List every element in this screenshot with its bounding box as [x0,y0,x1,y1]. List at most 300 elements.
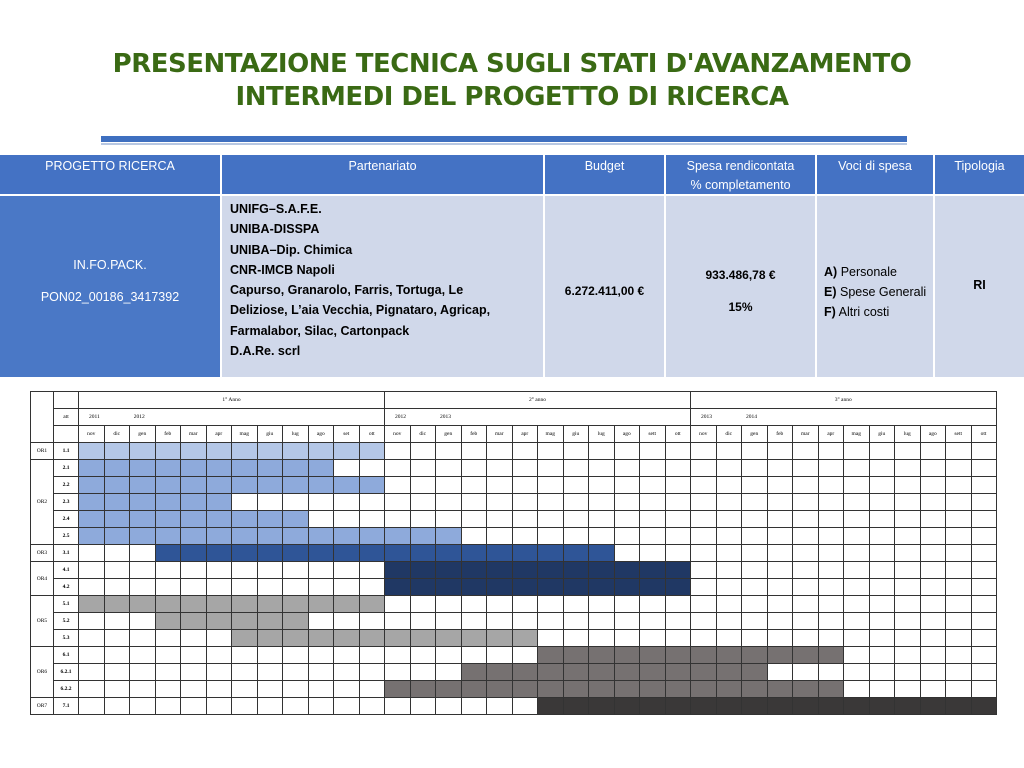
gantt-empty-cell [487,596,513,613]
gantt-empty-cell [895,511,921,528]
gantt-empty-cell [665,460,691,477]
gantt-empty-cell [793,630,819,647]
gantt-empty-cell [308,681,334,698]
gantt-bar-cell [283,460,309,477]
header-spesa [666,155,817,194]
gantt-bar-cell [563,562,589,579]
gantt-empty-cell [818,613,844,630]
gantt-bar-cell [410,528,436,545]
gantt-empty-cell [869,579,895,596]
gantt-empty-cell [971,460,996,477]
gantt-bar-cell [155,494,181,511]
gantt-empty-cell [818,460,844,477]
gantt-bar-cell [206,528,232,545]
gantt-bar-cell [385,630,411,647]
gantt-bar-cell [589,664,615,681]
gantt-bar-cell [665,698,691,715]
gantt-empty-cell [130,664,156,681]
gantt-empty-cell [487,613,513,630]
gantt-bar-cell [155,460,181,477]
gantt-empty-cell [487,511,513,528]
gantt-calendar-year: 2011 [89,414,100,420]
gantt-empty-cell [767,562,793,579]
gantt-empty-cell [283,562,309,579]
partner-line: Farmalabor, Silac, Cartonpack [230,323,410,338]
gantt-empty-cell [818,494,844,511]
gantt-empty-cell [818,630,844,647]
gantt-activity-row [31,460,997,477]
gantt-month-label: sett [640,426,666,443]
gantt-empty-cell [283,698,309,715]
gantt-empty-cell [946,681,972,698]
gantt-empty-cell [767,494,793,511]
gantt-empty-cell [359,664,385,681]
gantt-bar-cell [844,698,870,715]
gantt-bar-cell [257,528,283,545]
gantt-empty-cell [920,460,946,477]
gantt-empty-cell [844,545,870,562]
gantt-month-label: lug [589,426,615,443]
gantt-month-label: gen [436,426,462,443]
gantt-empty-cell [512,596,538,613]
gantt-empty-cell [767,630,793,647]
gantt-empty-cell [742,613,768,630]
gantt-bar-cell [104,528,130,545]
gantt-bar-cell [104,494,130,511]
gantt-bar-cell [640,681,666,698]
gantt-empty-cell [640,545,666,562]
gantt-bar-cell [385,579,411,596]
header-progetto: PROGETTO RICERCA [0,155,222,194]
gantt-empty-cell [742,477,768,494]
gantt-calendar-years [385,409,691,426]
gantt-empty-cell [436,460,462,477]
gantt-bar-cell [487,664,513,681]
gantt-bar-cell [257,477,283,494]
gantt-bar-cell [359,477,385,494]
gantt-empty-cell [206,664,232,681]
partner-line: Capurso, Granarolo, Farris, Tortuga, Le [230,283,464,298]
gantt-empty-cell [461,596,487,613]
voce-f [824,302,933,322]
gantt-empty-cell [767,579,793,596]
gantt-empty-cell [359,579,385,596]
gantt-empty-cell [334,698,360,715]
gantt-bar-cell [206,460,232,477]
gantt-empty-cell [155,647,181,664]
gantt-bar-cell [334,443,360,460]
gantt-empty-cell [206,647,232,664]
gantt-empty-cell [818,562,844,579]
gantt-empty-cell [895,630,921,647]
gantt-empty-cell [614,545,640,562]
gantt-header-calendar [31,409,997,426]
gantt-empty-cell [742,545,768,562]
gantt-month-label: ott [665,426,691,443]
gantt-empty-cell [895,494,921,511]
gantt-empty-cell [206,562,232,579]
gantt-activity-row [31,579,997,596]
gantt-bar-cell [334,545,360,562]
gantt-month-label: giu [869,426,895,443]
gantt-activity-code: 7.1 [54,698,79,715]
gantt-empty-cell [436,664,462,681]
gantt-month-label: lug [283,426,309,443]
gantt-empty-cell [665,613,691,630]
gantt-activity-code: 5.3 [54,630,79,647]
gantt-calendar-year: 2013 [440,414,451,420]
gantt-empty-cell [818,443,844,460]
gantt-empty-cell [767,460,793,477]
gantt-empty-cell [844,664,870,681]
gantt-bar-cell [181,545,207,562]
gantt-bar-cell [79,443,105,460]
gantt-month-label: dic [410,426,436,443]
gantt-bar-cell [385,681,411,698]
partner-line: D.A.Re. scrl [230,344,301,359]
gantt-empty-cell [869,528,895,545]
gantt-bar-cell [436,630,462,647]
gantt-empty-cell [181,664,207,681]
gantt-empty-cell [257,681,283,698]
gantt-month-label: feb [461,426,487,443]
gantt-activity-code: 5.1 [54,596,79,613]
gantt-empty-cell [563,630,589,647]
gantt-month-label: sett [946,426,972,443]
gantt-empty-cell [334,579,360,596]
gantt-corner-cell [54,392,79,409]
gantt-empty-cell [895,579,921,596]
gantt-bar-cell [436,681,462,698]
gantt-empty-cell [844,477,870,494]
gantt-empty-cell [589,477,615,494]
voce-label: Spese Generali [839,285,927,299]
gantt-bar-cell [818,681,844,698]
project-info-table [0,155,1024,377]
gantt-bar-cell [767,698,793,715]
gantt-empty-cell [257,647,283,664]
gantt-empty-cell [334,460,360,477]
gantt-activity-code: 6.2.2 [54,681,79,698]
gantt-empty-cell [742,443,768,460]
gantt-empty-cell [946,579,972,596]
gantt-empty-cell [410,443,436,460]
gantt-bar-cell [563,647,589,664]
gantt-empty-cell [104,545,130,562]
gantt-empty-cell [614,477,640,494]
gantt-empty-cell [920,579,946,596]
gantt-empty-cell [971,545,996,562]
voce-code: E) [824,285,837,299]
gantt-empty-cell [512,698,538,715]
gantt-empty-cell [155,630,181,647]
gantt-bar-cell [487,579,513,596]
gantt-empty-cell [155,579,181,596]
title-divider-shadow [101,143,907,145]
gantt-empty-cell [665,477,691,494]
gantt-month-label: set [334,426,360,443]
gantt-bar-cell [232,443,258,460]
gantt-bar-cell [742,698,768,715]
gantt-bar-cell [793,681,819,698]
gantt-empty-cell [946,443,972,460]
gantt-bar-cell [563,545,589,562]
gantt-empty-cell [385,460,411,477]
gantt-empty-cell [538,630,564,647]
gantt-empty-cell [563,494,589,511]
gantt-bar-cell [155,613,181,630]
gantt-empty-cell [512,647,538,664]
gantt-year-label: 2° anno [385,392,691,409]
gantt-bar-cell [640,698,666,715]
gantt-empty-cell [359,511,385,528]
gantt-empty-cell [563,596,589,613]
gantt-empty-cell [487,494,513,511]
gantt-empty-cell [920,511,946,528]
gantt-bar-cell [691,681,717,698]
gantt-empty-cell [971,630,996,647]
gantt-bar-cell [232,528,258,545]
gantt-calendar-year: 2012 [395,414,406,420]
gantt-bar-cell [614,698,640,715]
gantt-empty-cell [844,613,870,630]
gantt-bar-cell [308,545,334,562]
gantt-bar-cell [334,477,360,494]
gantt-empty-cell [283,664,309,681]
gantt-empty-cell [283,579,309,596]
gantt-bar-cell [232,613,258,630]
gantt-month-label: ago [614,426,640,443]
gantt-empty-cell [308,698,334,715]
gantt-empty-cell [869,477,895,494]
gantt-bar-cell [410,630,436,647]
gantt-empty-cell [920,477,946,494]
gantt-year-label: 3° anno [691,392,997,409]
gantt-empty-cell [716,630,742,647]
gantt-empty-cell [920,664,946,681]
gantt-bar-cell [155,545,181,562]
gantt-empty-cell [410,664,436,681]
gantt-bar-cell [563,681,589,698]
gantt-empty-cell [589,596,615,613]
gantt-bar-cell [308,477,334,494]
gantt-bar-cell [206,477,232,494]
gantt-empty-cell [793,494,819,511]
gantt-empty-cell [742,630,768,647]
gantt-empty-cell [130,698,156,715]
gantt-empty-cell [487,528,513,545]
gantt-empty-cell [971,528,996,545]
gantt-bar-cell [232,477,258,494]
gantt-empty-cell [691,613,717,630]
gantt-bar-cell [104,477,130,494]
gantt-empty-cell [104,579,130,596]
gantt-empty-cell [206,630,232,647]
gantt-empty-cell [895,460,921,477]
gantt-empty-cell [920,528,946,545]
gantt-empty-cell [79,579,105,596]
gantt-activity-code: 6.1 [54,647,79,664]
gantt-empty-cell [130,545,156,562]
gantt-month-label: dic [716,426,742,443]
gantt-empty-cell [691,579,717,596]
gantt-empty-cell [895,477,921,494]
gantt-month-label: giu [563,426,589,443]
gantt-empty-cell [104,664,130,681]
gantt-bar-cell [665,579,691,596]
gantt-empty-cell [385,596,411,613]
gantt-empty-cell [691,630,717,647]
gantt-empty-cell [920,647,946,664]
gantt-empty-cell [971,511,996,528]
gantt-empty-cell [436,647,462,664]
gantt-bar-cell [793,698,819,715]
gantt-empty-cell [79,664,105,681]
gantt-month-label: dic [104,426,130,443]
gantt-empty-cell [614,511,640,528]
gantt-bar-cell [742,681,768,698]
gantt-empty-cell [385,511,411,528]
gantt-empty-cell [818,528,844,545]
gantt-empty-cell [206,579,232,596]
gantt-empty-cell [640,443,666,460]
gantt-empty-cell [181,630,207,647]
gantt-empty-cell [869,460,895,477]
gantt-bar-cell [359,545,385,562]
gantt-bar-cell [232,511,258,528]
gantt-empty-cell [359,698,385,715]
gantt-activity-row [31,545,997,562]
gantt-empty-cell [512,528,538,545]
gantt-bar-cell [512,545,538,562]
gantt-empty-cell [920,681,946,698]
gantt-empty-cell [895,664,921,681]
gantt-bar-cell [461,545,487,562]
gantt-month-label: ott [359,426,385,443]
gantt-empty-cell [920,613,946,630]
gantt-empty-cell [79,698,105,715]
gantt-empty-cell [793,613,819,630]
page-title [0,48,1024,114]
gantt-bar-cell [308,596,334,613]
gantt-empty-cell [818,664,844,681]
gantt-bar-cell [283,477,309,494]
project-name: IN.FO.PACK. [73,258,147,272]
gantt-empty-cell [308,647,334,664]
gantt-month-label: feb [155,426,181,443]
gantt-empty-cell [691,596,717,613]
gantt-empty-cell [844,596,870,613]
gantt-empty-cell [716,443,742,460]
gantt-empty-cell [359,460,385,477]
gantt-empty-cell [181,562,207,579]
gantt-empty-cell [487,460,513,477]
gantt-empty-cell [436,443,462,460]
gantt-empty-cell [487,647,513,664]
gantt-empty-cell [155,698,181,715]
gantt-empty-cell [410,494,436,511]
gantt-activity-row [31,528,997,545]
gantt-empty-cell [155,664,181,681]
gantt-empty-cell [895,528,921,545]
gantt-empty-cell [895,443,921,460]
gantt-empty-cell [232,562,258,579]
gantt-empty-cell [461,698,487,715]
gantt-empty-cell [334,562,360,579]
gantt-year-label: 1° Anno [79,392,385,409]
gantt-empty-cell [971,647,996,664]
gantt-bar-cell [767,681,793,698]
gantt-objective-code: OR1 [31,443,54,460]
gantt-empty-cell [640,494,666,511]
voce-label: Altri costi [838,305,890,319]
gantt-empty-cell [232,647,258,664]
gantt-empty-cell [640,460,666,477]
gantt-empty-cell [869,630,895,647]
gantt-bar-cell [104,596,130,613]
gantt-bar-cell [181,511,207,528]
gantt-empty-cell [461,647,487,664]
gantt-empty-cell [920,630,946,647]
gantt-empty-cell [334,613,360,630]
gantt-bar-cell [589,579,615,596]
gantt-bar-cell [79,477,105,494]
gantt-bar-cell [665,664,691,681]
gantt-bar-cell [334,528,360,545]
gantt-empty-cell [130,647,156,664]
gantt-empty-cell [512,443,538,460]
gantt-bar-cell [130,528,156,545]
gantt-empty-cell [946,562,972,579]
gantt-bar-cell [155,477,181,494]
gantt-bar-cell [385,562,411,579]
gantt-bar-cell [512,579,538,596]
gantt-empty-cell [563,511,589,528]
gantt-bar-cell [181,613,207,630]
gantt-empty-cell [385,494,411,511]
gantt-empty-cell [716,562,742,579]
gantt-bar-cell [563,664,589,681]
gantt-bar-cell [130,460,156,477]
gantt-empty-cell [793,562,819,579]
gantt-empty-cell [589,630,615,647]
gantt-bar-cell [257,545,283,562]
gantt-empty-cell [895,613,921,630]
gantt-empty-cell [793,596,819,613]
gantt-empty-cell [640,511,666,528]
gantt-empty-cell [818,596,844,613]
header-voci: Voci di spesa [817,155,935,194]
gantt-empty-cell [793,477,819,494]
gantt-month-label: mag [844,426,870,443]
gantt-empty-cell [691,494,717,511]
gantt-empty-cell [946,477,972,494]
gantt-empty-cell [487,477,513,494]
gantt-empty-cell [971,664,996,681]
gantt-empty-cell [589,460,615,477]
gantt-empty-cell [359,681,385,698]
gantt-bar-cell [589,562,615,579]
gantt-corner-cell [54,426,79,443]
gantt-empty-cell [971,562,996,579]
voce-code: A) [824,265,838,279]
gantt-month-label: ago [920,426,946,443]
gantt-bar-cell [155,596,181,613]
gantt-bar-cell [665,681,691,698]
gantt-empty-cell [538,443,564,460]
gantt-empty-cell [538,528,564,545]
gantt-empty-cell [716,596,742,613]
